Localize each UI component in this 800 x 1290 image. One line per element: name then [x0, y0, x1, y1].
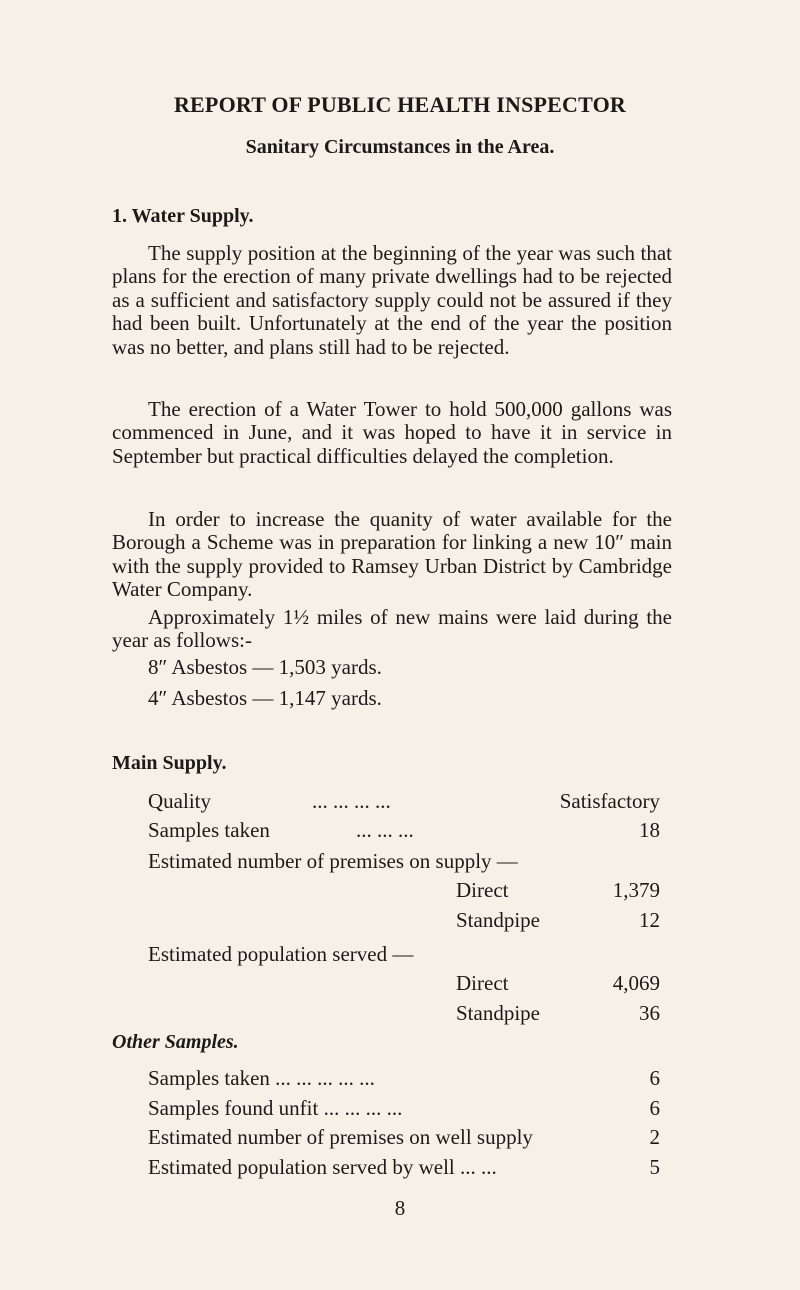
other-samples-heading: Other Samples.	[112, 1031, 239, 1053]
water-supply-paragraph-2: The erection of a Water Tower to hold 500,000 gallons was commenced in June, and it was hoped to have it in service in September but practical difficulties delayed the completion.	[112, 397, 672, 468]
well-population-label: Estimated population served by well ... ...	[148, 1155, 497, 1179]
water-supply-paragraph-3: In order to increase the quanity of water available for the Borough a Scheme was in preparation for linking a new 10″ main with the supply provided to Ramsey Urban District by Cambridge Water Company.	[112, 507, 672, 602]
population-standpipe-label: Standpipe	[456, 1001, 540, 1025]
main-supply-heading: Main Supply.	[112, 752, 227, 774]
well-supply-premises-label: Estimated number of premises on well supply	[148, 1125, 533, 1149]
premises-standpipe-label: Standpipe	[456, 908, 540, 932]
other-samples-taken-value: 6	[649, 1066, 660, 1090]
premises-direct-label: Direct	[456, 878, 509, 902]
premises-direct-value: 1,379	[612, 878, 660, 902]
population-direct-label: Direct	[456, 971, 509, 995]
samples-found-unfit-value: 6	[649, 1096, 660, 1120]
quality-label: Quality	[148, 789, 211, 813]
premises-on-supply-label: Estimated number of premises on supply —	[148, 849, 518, 873]
report-title: REPORT OF PUBLIC HEALTH INSPECTOR	[173, 92, 627, 117]
quality-value: Satisfactory	[559, 789, 660, 813]
samples-found-unfit-label: Samples found unfit ... ... ... ...	[148, 1096, 403, 1120]
other-samples-taken-label: Samples taken ... ... ... ... ...	[148, 1066, 375, 1090]
samples-taken-value: 18	[639, 818, 660, 842]
samples-taken-dots: ... ... ...	[356, 818, 414, 842]
quality-dots: ... ... ... ...	[312, 789, 391, 813]
samples-taken-label: Samples taken	[148, 818, 270, 842]
water-supply-paragraph-1: The supply position at the beginning of the year was such that plans for the erection of many private dwellings had to be rejected as a sufficient and satisfactory supply could not be assured if they had been built. Unfortunately at the end of the year the position was no better, and plans still had to be rejected.	[112, 241, 672, 359]
premises-standpipe-value: 12	[639, 908, 660, 932]
water-supply-heading: 1. Water Supply.	[112, 205, 254, 227]
well-supply-premises-value: 2	[649, 1125, 660, 1149]
water-supply-paragraph-4: Approximately 1½ miles of new mains were laid during the year as follows:-	[112, 605, 672, 653]
mains-8-inch-line: 8″ Asbestos — 1,503 yards.	[148, 655, 382, 679]
mains-4-inch-line: 4″ Asbestos — 1,147 yards.	[148, 686, 382, 710]
population-served-label: Estimated population served —	[148, 942, 414, 966]
page-number: 8	[394, 1196, 406, 1220]
report-subtitle: Sanitary Circumstances in the Area.	[245, 136, 555, 158]
population-direct-value: 4,069	[612, 971, 660, 995]
well-population-value: 5	[649, 1155, 660, 1179]
population-standpipe-value: 36	[639, 1001, 660, 1025]
